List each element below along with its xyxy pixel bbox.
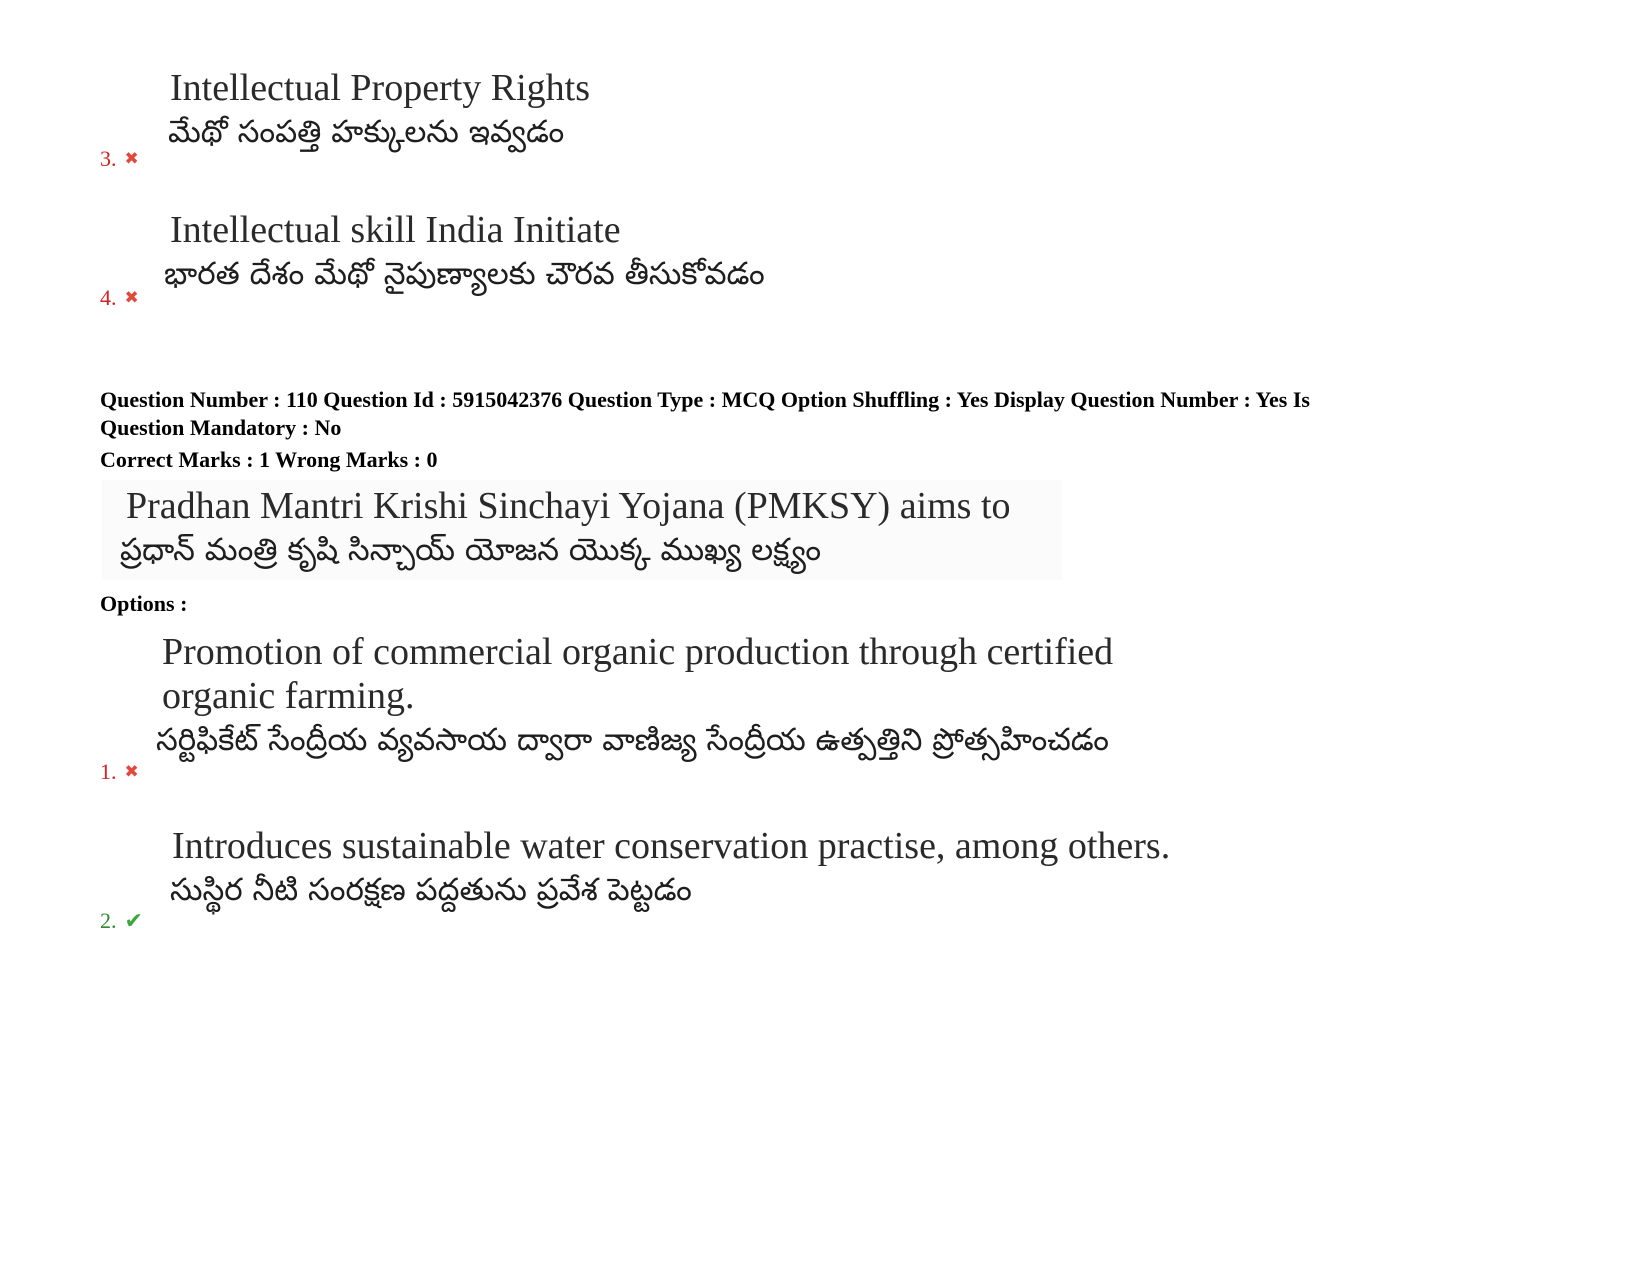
check-mark-icon: ✔	[124, 909, 143, 934]
prev-option-4-telugu: భారత దేశం మేథో నైపుణ్యాలకు చౌరవ తీసుకోవడం	[164, 256, 765, 292]
prev-option-4-english: Intellectual skill India Initiate	[170, 209, 621, 251]
prev-option-4-marker	[100, 285, 139, 311]
option-2-image	[166, 824, 1206, 920]
options-label: Options :	[100, 591, 188, 616]
cross-mark-icon: ✖	[124, 288, 139, 308]
option-number: 1.	[100, 759, 117, 784]
cross-mark-icon: ✖	[124, 762, 139, 782]
question-marks: Correct Marks : 1 Wrong Marks : 0	[100, 447, 438, 472]
option-number: 4.	[100, 285, 117, 310]
option-1-english-line-2: organic farming.	[162, 675, 415, 717]
question-meta-line-2: Question Mandatory : No	[100, 415, 342, 440]
option-1-image	[156, 628, 1216, 768]
option-2-marker	[100, 908, 143, 934]
question-telugu: ప్రధాన్ మంత్రి కృషి సిన్చాయ్ యోజన యొక్క ముఖ్య లక్ష్యం	[120, 532, 822, 568]
question-meta-line-1: Question Number : 110 Question Id : 5915042376 Question Type : MCQ Option Shuffling : Yes Display Question Number : Yes Is	[100, 387, 1310, 412]
option-2-english: Introduces sustainable water conservation practise, among others.	[172, 825, 1171, 867]
option-number: 2.	[100, 908, 117, 933]
question-english: Pradhan Mantri Krishi Sinchayi Yojana (PMKSY) aims to	[126, 485, 1011, 527]
prev-option-3-marker	[100, 146, 139, 172]
option-1-english-line-1: Promotion of commercial organic production through certified	[162, 631, 1114, 673]
prev-option-3-telugu: మేథో సంపత్తి హక్కులను ఇవ్వడం	[168, 114, 565, 150]
cross-mark-icon: ✖	[124, 149, 139, 169]
question-meta	[100, 386, 1520, 442]
option-2-telugu: సుస్థిర నీటి సంరక్షణ పద్దతును ప్రవేశ పెట్టడం	[170, 872, 692, 908]
question-text-image	[102, 480, 1062, 580]
prev-option-3-image	[168, 66, 628, 158]
option-number: 3.	[100, 146, 117, 171]
option-1-telugu: సర్టిఫికేట్ సేంద్రీయ వ్యవసాయ ద్వారా వాణిజ్య సేంద్రీయ ఉత్పత్తిని ప్రోత్సహించడం	[156, 722, 1109, 758]
option-1-marker	[100, 759, 139, 785]
prev-option-4-image	[164, 208, 824, 300]
prev-option-3-english: Intellectual Property Rights	[170, 67, 591, 109]
